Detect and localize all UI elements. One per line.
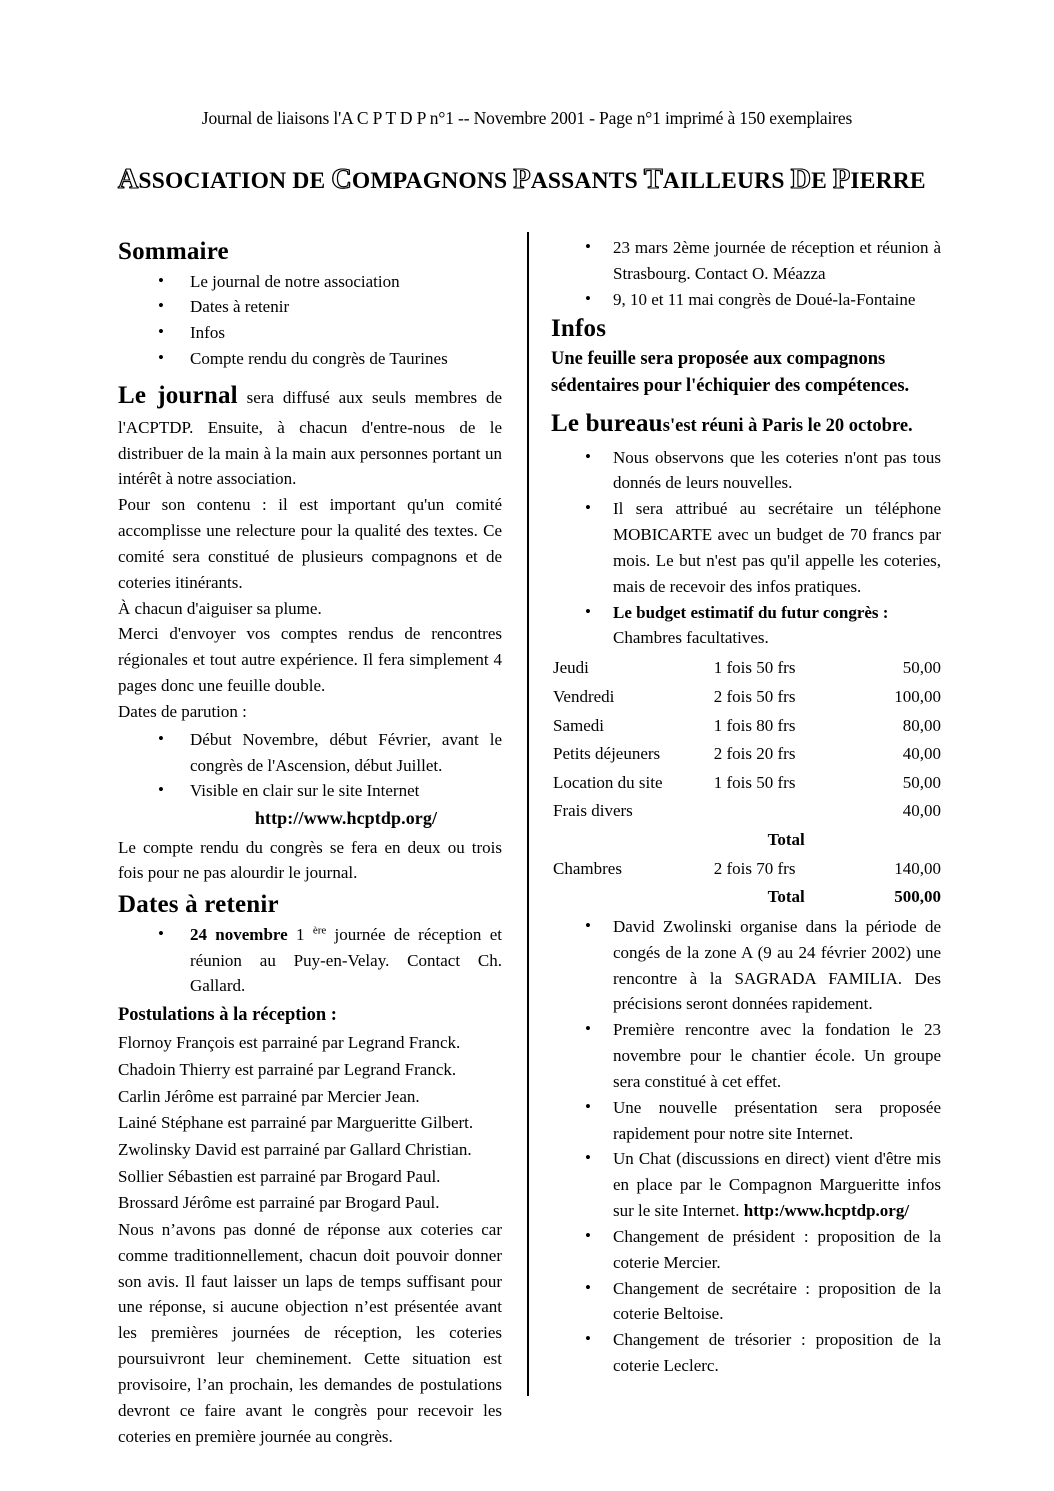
table-row-total [553, 883, 941, 912]
list-item-label: Visible en clair sur le site Internet [190, 781, 420, 801]
heading-sommaire: Sommaire [118, 238, 229, 265]
list-item: • Compte rendu du congrès de Taurines [118, 346, 502, 372]
budget-amount: 50,00 [902, 772, 941, 792]
journal-intro-paragraph [118, 377, 502, 492]
list-item: • Dates à retenir [118, 294, 502, 320]
subtotal-label: Total [767, 830, 805, 850]
infos-bold-note: Une feuille sera proposée aux compagnons sédentaires pour l'échiquier des compétences. [551, 348, 910, 396]
list-item: • Une nouvelle présentation sera proposée rapidement pour notre site Internet. [551, 1095, 941, 1147]
budget-label: Frais divers [553, 801, 633, 821]
final-items-list [551, 914, 941, 1379]
budget-amount: 40,00 [902, 744, 941, 764]
right-column [551, 233, 941, 1381]
heading-le-journal: Le journal [118, 381, 238, 409]
total-label: Total [767, 887, 805, 907]
dropcap-c: C [331, 164, 352, 195]
title-part-1: SSOCIATION DE [138, 168, 332, 194]
organization-title [118, 164, 978, 196]
list-item-budget [551, 600, 941, 652]
total-spacer [553, 883, 714, 912]
budget-table [553, 654, 941, 912]
budget-detail: 2 fois 70 frs [713, 858, 796, 878]
journal-paragraph-2: Pour son contenu : il est important qu'un comité accomplisse une relecture pour la qualité des textes. Ce comité sera constitué de plusieurs compagnons et de coteries itinérants. [118, 495, 502, 592]
dropcap-p1: P [513, 164, 531, 195]
masthead-line: Journal de liaisons l'A C P T D P n°1 -- Novembre 2001 - Page n°1 imprimé à 150 exemplaires [201, 108, 853, 128]
list-item: • Changement de secrétaire : proposition de la coterie Beltoise. [551, 1276, 941, 1328]
subtotal-spacer [553, 826, 714, 855]
list-item [118, 922, 502, 999]
dropcap-a: A [118, 164, 139, 195]
title-part-2: OMPAGNONS [351, 168, 514, 194]
date-text-b: journée de réception et réunion au Puy-en-Velay. Contact Ch. Gallard. [190, 924, 502, 996]
list-item: • Changement de président : proposition de la coterie Mercier. [551, 1224, 941, 1276]
list-item [118, 778, 502, 832]
chat-item-text: Un Chat (discussions en direct) vient d'être mis en place par le Compagnon Margueritte infos sur le site Internet. [613, 1149, 941, 1221]
budget-detail: 1 fois 50 frs [713, 772, 796, 792]
budget-label: Jeudi [553, 658, 589, 678]
budget-label: Location du site [553, 772, 663, 792]
list-item: Brossard Jérôme est parrainé par Brogard Paul. [118, 1193, 440, 1213]
journal-intro-text: sera diffusé aux seuls membres de l'ACPTDP. Ensuite, à chacun d'entre-nous de le distribuer de la main à la main aux personnes portant un intérêt à notre association. [118, 387, 503, 489]
subtotal-amount [851, 826, 941, 855]
heading-le-bureau: Le bureau [551, 409, 663, 437]
closing-paragraph: Nous n’avons pas donné de réponse aux coteries car comme traditionnellement, chacun doit pouvoir donner son avis. Il faut laisser un laps de temps suffisant pour une réponse, si aucune objection n’est présentée avant les premières journées de réception, les coteries poursuivront leur cheminement. Cette situation est provisoire, l’an prochain, les demandes de postulations devront ce faire avant le congrès pour recevoir les coteries en première journée au congrès. [118, 1219, 502, 1446]
column-divider [527, 232, 529, 1396]
budget-detail: 1 fois 50 frs [713, 658, 796, 678]
heading-postulations: Postulations à la réception : [118, 1005, 337, 1026]
budget-amount: 80,00 [902, 715, 941, 735]
title-part-5: E [811, 168, 834, 194]
list-item: Chadoin Thierry est parrainé par Legrand Franck. [118, 1059, 457, 1079]
site-url-link[interactable]: http://www.hcptdp.org/ [254, 808, 438, 829]
list-item: Zwolinsky David est parrainé par Gallard Christian. [118, 1139, 472, 1159]
list-item: • Première rencontre avec la fondation le 23 novembre pour le chantier école. Un groupe sera constitué à cet effet. [551, 1017, 941, 1094]
heading-infos: Infos [551, 315, 607, 343]
table-row [553, 855, 941, 884]
table-row-subtotal [553, 826, 941, 855]
list-item: Carlin Jérôme est parrainé par Mercier Jean. [118, 1086, 420, 1106]
budget-detail: 2 fois 50 frs [713, 686, 796, 706]
list-item: Flornoy François est parrainé par Legrand Franck. [118, 1033, 461, 1053]
list-item: • Le journal de notre association [118, 269, 502, 295]
budget-heading: Le budget estimatif du futur congrès : [613, 602, 889, 622]
bureau-list [551, 445, 941, 652]
date-label: 24 novembre [190, 924, 288, 944]
journal-paragraph-5: Dates de parution : [118, 701, 247, 721]
list-item: • 9, 10 et 11 mai congrès de Doué-la-Fontaine [551, 287, 941, 313]
list-item: • 23 mars 2ème journée de réception et réunion à Strasbourg. Contact O. Méazza [551, 235, 941, 287]
list-item: • Début Novembre, début Février, avant le congrès de l'Ascension, début Juillet. [118, 727, 502, 779]
sommaire-list [118, 269, 502, 372]
date-text-a: 1 [287, 924, 313, 944]
list-item: Lainé Stéphane est parrainé par Margueritte Gilbert. [118, 1113, 474, 1133]
table-row [553, 797, 941, 826]
budget-detail: 2 fois 20 frs [713, 744, 796, 764]
parution-list [118, 727, 502, 833]
list-item-chat [551, 1146, 941, 1223]
bureau-heading-line [551, 405, 941, 443]
dropcap-p2: P [833, 164, 851, 195]
table-row [553, 654, 941, 683]
journal-paragraph-3: À chacun d'aiguiser sa plume. [118, 598, 322, 618]
table-row [553, 712, 941, 741]
total-amount: 500,00 [894, 887, 941, 907]
table-row [553, 769, 941, 798]
left-column [118, 233, 502, 1449]
ordinal-suffix: ère [312, 924, 327, 937]
budget-detail: 1 fois 80 frs [713, 715, 796, 735]
title-part-4: AILLEURS [662, 168, 791, 194]
dates-continued-list [551, 235, 941, 312]
table-row [553, 740, 941, 769]
table-row [553, 683, 941, 712]
budget-label: Vendredi [553, 686, 615, 706]
bureau-subtitle: s'est réuni à Paris le 20 octobre. [662, 415, 913, 436]
dropcap-d: D [790, 164, 812, 195]
budget-amount: 100,00 [894, 686, 941, 706]
list-item: • Infos [118, 320, 502, 346]
budget-label: Samedi [553, 715, 604, 735]
budget-label: Petits déjeuners [553, 744, 661, 764]
chat-site-url-link[interactable]: http:/www.hcptdp.org/ [743, 1201, 910, 1221]
list-item: • Nous observons que les coteries n'ont pas tous donnés de leurs nouvelles. [551, 445, 941, 497]
journal-paragraph-4: Merci d'envoyer vos comptes rendus de rencontres régionales et tout autre expérience. Il fera simplement 4 pages donc une feuille double. [118, 624, 502, 696]
budget-amount: 50,00 [902, 658, 941, 678]
journal-paragraph-6: Le compte rendu du congrès se fera en deux ou trois fois pour ne pas alourdir le journal. [118, 837, 502, 883]
budget-detail [714, 797, 851, 826]
list-item: • David Zwolinski organise dans la période de congés de la zone A (9 au 24 février 2002) une rencontre à la SAGRADA FAMILIA. Des précisions seront données rapidement. [551, 914, 941, 1017]
dropcap-t: T [643, 164, 663, 195]
title-part-3: ASSANTS [530, 168, 644, 194]
list-item: • Il sera attribué au secrétaire un téléphone MOBICARTE avec un budget de 70 francs par mois. Le but n'est pas qu'il appelle les coteries, mais de recevoir des infos pratiques. [551, 496, 941, 599]
dates-list [118, 922, 502, 999]
heading-dates-a-retenir: Dates à retenir [118, 891, 279, 919]
budget-label: Chambres [553, 858, 622, 878]
list-item: • Changement de trésorier : proposition de la coterie Leclerc. [551, 1327, 941, 1379]
budget-amount: 40,00 [902, 801, 941, 821]
budget-amount: 140,00 [894, 858, 941, 878]
budget-subtitle: Chambres facultatives. [613, 628, 769, 648]
list-item: Sollier Sébastien est parrainé par Brogard Paul. [118, 1166, 441, 1186]
postulations-list [118, 1030, 502, 1217]
title-part-6: IERRE [850, 168, 926, 194]
